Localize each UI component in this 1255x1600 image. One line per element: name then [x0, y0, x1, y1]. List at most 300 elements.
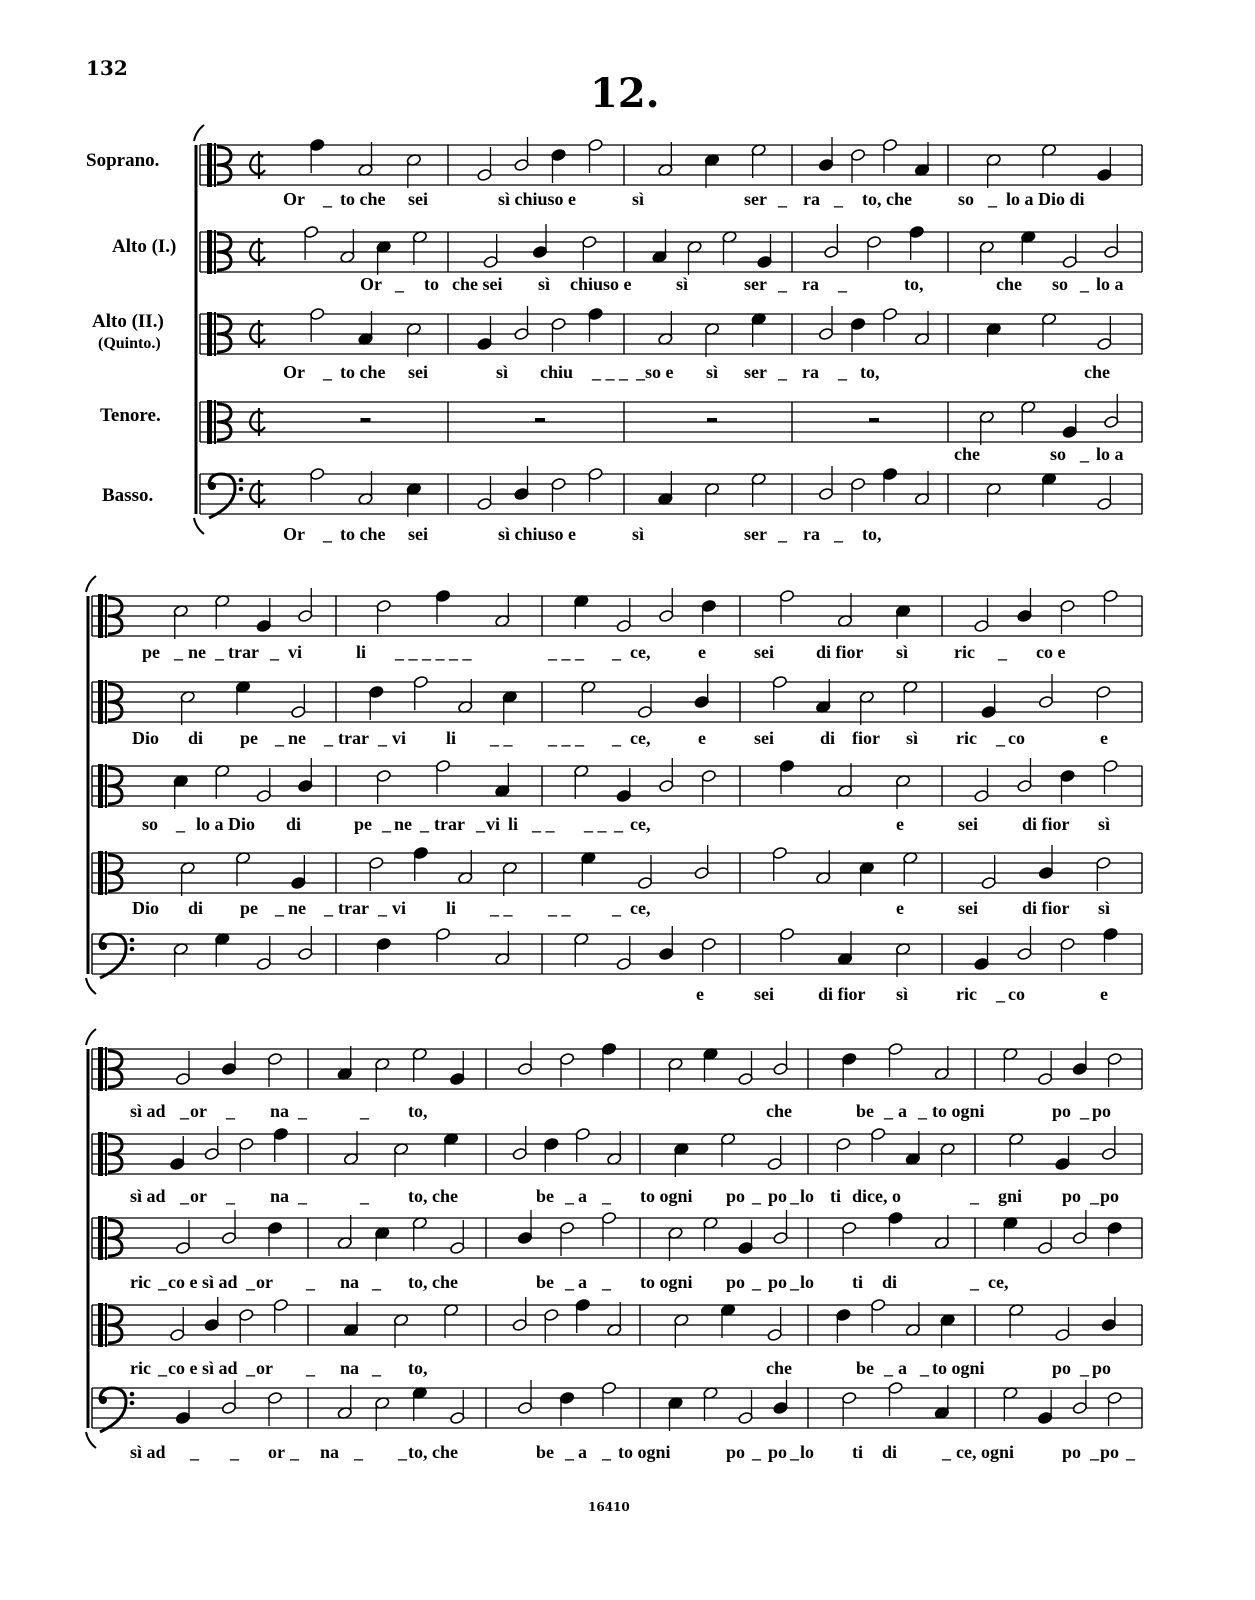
- lyric-syllable: _: [778, 189, 787, 209]
- lyric-syllable: or: [190, 1101, 207, 1121]
- lyric-syllable: lo a Dio: [196, 814, 256, 834]
- lyric-syllable: po: [726, 1272, 746, 1292]
- lyric-syllable: ric: [130, 1272, 151, 1292]
- lyric-syllable: to che: [340, 524, 386, 544]
- lyric-syllable: sì: [1098, 898, 1111, 918]
- lyric-syllable: be: [856, 1101, 874, 1121]
- lyric-syllable: _: [298, 1186, 307, 1206]
- lyric-syllable: to, che: [408, 1272, 458, 1292]
- lyric-syllable: sì: [632, 524, 645, 544]
- lyric-syllable: a: [578, 1442, 587, 1462]
- c-clef-icon: [98, 1216, 103, 1260]
- f-clef-icon: [130, 947, 135, 952]
- lyric-syllable: to, che: [862, 189, 912, 209]
- lyric-syllable: _ _ _: [548, 728, 584, 748]
- system-bracket: [194, 518, 204, 534]
- lyric-syllable: be: [536, 1186, 554, 1206]
- lyric-syllable: di fior: [1022, 898, 1070, 918]
- lyric-syllable: vi: [392, 898, 407, 918]
- lyric-syllable: or: [268, 1442, 285, 1462]
- lyric-syllable: Dio: [132, 898, 159, 918]
- lyric-syllable: to, che: [408, 1442, 458, 1462]
- lyric-syllable: to, che: [408, 1186, 458, 1206]
- lyric-syllable: na: [270, 1186, 290, 1206]
- lyric-syllable: Or: [283, 189, 305, 209]
- f-clef-icon: [100, 934, 126, 978]
- lyric-syllable: e: [1100, 984, 1108, 1004]
- lyric-syllable: _ _ _: [592, 362, 628, 382]
- lyric-syllable: _: [602, 1442, 611, 1462]
- lyric-syllable: ser: [744, 189, 767, 209]
- lyric-syllable: ric: [956, 728, 977, 748]
- lyric-syllable: or: [256, 1358, 273, 1378]
- lyric-syllable: be: [536, 1272, 554, 1292]
- lyric-syllable: _: [372, 1358, 381, 1378]
- lyric-syllable: chiuso e: [570, 274, 632, 294]
- lyric-syllable: ser: [744, 524, 767, 544]
- c-clef-icon: [214, 400, 216, 444]
- rest-icon: [361, 418, 371, 422]
- lyric-syllable: ti: [852, 1442, 863, 1462]
- lyric-syllable: po: [726, 1442, 746, 1462]
- lyric-syllable: sei: [958, 898, 978, 918]
- lyric-syllable: _: [752, 1186, 761, 1206]
- lyric-syllable: _: [372, 1272, 381, 1292]
- system-bracket: [86, 1029, 96, 1045]
- lyric-syllable: _: [988, 189, 997, 209]
- c-clef-icon: [105, 680, 107, 724]
- lyric-syllable: so: [958, 189, 975, 209]
- lyric-syllable: to ogni: [640, 1186, 693, 1206]
- lyric-syllable: gni: [998, 1186, 1023, 1206]
- lyric-syllable: po: [768, 1272, 788, 1292]
- lyric-syllable: _: [323, 362, 332, 382]
- lyric-syllable: li: [446, 728, 457, 748]
- lyric-syllable: _ _: [532, 814, 555, 834]
- lyric-syllable: _: [998, 642, 1007, 662]
- lyric-syllable: che: [1084, 362, 1110, 382]
- lyric-syllable: vi: [486, 814, 501, 834]
- lyric-syllable: to,: [408, 1101, 428, 1121]
- lyric-syllable: _ _: [584, 814, 607, 834]
- lyric-syllable: ra: [802, 274, 819, 294]
- lyric-syllable: _: [996, 728, 1005, 748]
- f-clef-icon: [239, 487, 244, 492]
- lyric-syllable: sei: [754, 984, 774, 1004]
- lyric-syllable: Dio: [132, 728, 159, 748]
- lyric-syllable: ce,: [630, 898, 651, 918]
- lyric-syllable: a: [578, 1186, 587, 1206]
- lyric-syllable: _: [180, 1186, 189, 1206]
- lyric-syllable: _: [323, 189, 332, 209]
- lyric-syllable: _: [790, 1272, 799, 1292]
- system-bracket: [86, 1432, 96, 1448]
- lyric-syllable: _: [565, 1186, 574, 1206]
- c-clef-icon: [105, 1132, 107, 1176]
- c-clef-icon: [214, 312, 216, 356]
- lyric-syllable: ce, ogni: [956, 1442, 1014, 1462]
- c-clef-icon: [105, 1047, 107, 1091]
- lyric-syllable: di: [820, 728, 836, 748]
- lyric-syllable: so: [1050, 444, 1067, 464]
- lyric-syllable: _: [378, 898, 387, 918]
- lyric-syllable: _: [324, 898, 333, 918]
- lyric-syllable: _: [360, 1186, 369, 1206]
- lyric-syllable: co e: [1036, 642, 1066, 662]
- lyric-syllable: _: [275, 728, 284, 748]
- c-clef-icon: [105, 594, 107, 638]
- lyric-syllable: po: [768, 1442, 788, 1462]
- lyric-syllable: trar: [434, 814, 465, 834]
- lyric-syllable: _: [602, 1186, 611, 1206]
- lyric-syllable: sì: [896, 984, 909, 1004]
- lyric-syllable: sei: [408, 189, 428, 209]
- lyric-syllable: _: [565, 1442, 574, 1462]
- lyric-syllable: _: [920, 1358, 929, 1378]
- lyric-syllable: di: [882, 1442, 898, 1462]
- lyric-syllable: _: [778, 362, 787, 382]
- lyric-syllable: sei: [754, 642, 774, 662]
- lyric-syllable: na: [340, 1272, 360, 1292]
- lyric-syllable: pe: [240, 728, 258, 748]
- lyric-syllable: ce,: [630, 814, 651, 834]
- lyric-syllable: po: [1100, 1186, 1120, 1206]
- lyric-syllable: ne: [188, 642, 206, 662]
- lyric-syllable: po: [1100, 1442, 1120, 1462]
- lyric-syllable: _: [275, 898, 284, 918]
- lyric-syllable: _: [1080, 274, 1089, 294]
- lyric-syllable: po: [1062, 1186, 1082, 1206]
- lyric-syllable: sei: [408, 362, 428, 382]
- lyric-syllable: lo a: [1096, 274, 1124, 294]
- lyric-syllable: _: [884, 1358, 893, 1378]
- lyric-syllable: _ _: [490, 898, 513, 918]
- f-clef-icon: [208, 482, 216, 490]
- voice-label-alto-2: Alto (II.): [92, 311, 164, 332]
- voice-label-tenore: Tenore.: [100, 405, 161, 426]
- lyric-syllable: _: [918, 1101, 927, 1121]
- lyric-syllable: sei: [408, 524, 428, 544]
- lyric-syllable: trar: [228, 642, 259, 662]
- lyric-syllable: _: [298, 1101, 307, 1121]
- f-clef-icon: [99, 1396, 107, 1404]
- lyric-syllable: ser: [744, 362, 767, 382]
- lyric-syllable: _: [378, 728, 387, 748]
- lyric-syllable: to che: [340, 362, 386, 382]
- lyric-syllable: _: [1090, 1186, 1099, 1206]
- lyric-syllable: sì chiuso e: [498, 189, 577, 209]
- lyric-syllable: trar: [338, 728, 369, 748]
- lyric-syllable: ser: [744, 274, 767, 294]
- lyric-syllable: to ogni: [618, 1442, 671, 1462]
- lyric-syllable: trar: [338, 898, 369, 918]
- lyric-syllable: _ _ _ _ _ _: [395, 642, 472, 662]
- lyric-syllable: ti: [852, 1272, 863, 1292]
- lyric-syllable: di: [286, 814, 302, 834]
- lyric-syllable: _: [246, 1272, 255, 1292]
- c-clef-icon: [214, 230, 216, 274]
- lyric-syllable: _: [323, 524, 332, 544]
- lyric-syllable: _so e: [636, 362, 674, 382]
- lyric-syllable: _: [614, 814, 623, 834]
- lyric-syllable: sì: [496, 362, 509, 382]
- rest-icon: [869, 418, 879, 422]
- lyric-syllable: _: [838, 274, 847, 294]
- f-clef-icon: [130, 1401, 135, 1406]
- lyric-syllable: sì chiuso e: [498, 524, 577, 544]
- lyric-syllable: _: [306, 1358, 315, 1378]
- lyric-syllable: po: [1092, 1101, 1112, 1121]
- lyric-syllable: po: [768, 1186, 788, 1206]
- lyric-syllable: _: [215, 642, 224, 662]
- lyric-syllable: ra: [803, 189, 820, 209]
- lyric-syllable: _ _: [490, 728, 513, 748]
- lyric-syllable: _: [395, 274, 404, 294]
- lyric-syllable: sì: [906, 728, 919, 748]
- lyric-syllable: _: [996, 984, 1005, 1004]
- lyric-syllable: to,: [860, 362, 880, 382]
- lyric-syllable: li: [446, 898, 457, 918]
- lyric-syllable: sì: [706, 362, 719, 382]
- c-clef-icon: [98, 680, 103, 724]
- lyric-syllable: di fior: [1022, 814, 1070, 834]
- lyric-syllable: or: [190, 1186, 207, 1206]
- lyric-syllable: po: [726, 1186, 746, 1206]
- lyric-syllable: po: [1062, 1442, 1082, 1462]
- voice-label-alto-1: Alto (I.): [112, 236, 177, 257]
- lyric-syllable: li: [508, 814, 519, 834]
- lyric-syllable: to,: [862, 524, 882, 544]
- c-clef-icon: [105, 1216, 107, 1260]
- system-bracket: [86, 576, 96, 592]
- lyric-syllable: vi: [392, 728, 407, 748]
- lyric-syllable: sì ad: [130, 1442, 166, 1462]
- lyric-syllable: ti: [830, 1186, 841, 1206]
- lyric-syllable: sì: [676, 274, 689, 294]
- lyric-syllable: e: [698, 642, 706, 662]
- lyric-syllable: _: [752, 1272, 761, 1292]
- lyric-syllable: pe: [240, 898, 258, 918]
- plate-number: 16410: [588, 1500, 630, 1514]
- lyric-syllable: che: [996, 274, 1022, 294]
- lyric-syllable: na: [270, 1101, 290, 1121]
- lyric-syllable: na: [340, 1358, 360, 1378]
- lyric-syllable: _: [354, 1442, 363, 1462]
- lyric-syllable: di: [188, 898, 204, 918]
- lyric-syllable: _: [398, 1442, 407, 1462]
- lyric-syllable: a: [578, 1272, 587, 1292]
- lyric-syllable: li: [356, 642, 367, 662]
- lyric-syllable: sei: [958, 814, 978, 834]
- lyric-syllable: _: [834, 524, 843, 544]
- lyric-syllable: di fior: [816, 642, 864, 662]
- lyric-syllable: _: [270, 642, 279, 662]
- lyric-syllable: di: [882, 1272, 898, 1292]
- lyric-syllable: e: [1100, 728, 1108, 748]
- c-clef-icon: [207, 400, 212, 444]
- lyric-syllable: _: [778, 274, 787, 294]
- lyric-syllable: lo a: [1096, 444, 1124, 464]
- lyric-syllable: ric: [954, 642, 975, 662]
- lyric-syllable: _: [942, 1442, 951, 1462]
- lyric-syllable: pe: [142, 642, 160, 662]
- lyric-syllable: to,: [904, 274, 924, 294]
- lyric-syllable: _: [158, 1358, 167, 1378]
- lyric-syllable: sì: [538, 274, 551, 294]
- lyric-syllable: _: [1080, 444, 1089, 464]
- lyric-syllable: _: [1126, 1442, 1135, 1462]
- lyric-syllable: _: [158, 1272, 167, 1292]
- f-clef-icon: [100, 1388, 126, 1432]
- lyric-syllable: che: [766, 1358, 792, 1378]
- lyric-syllable: lo: [800, 1272, 815, 1292]
- lyric-syllable: _: [612, 728, 621, 748]
- lyric-syllable: Or: [283, 362, 305, 382]
- c-clef-icon: [105, 851, 107, 895]
- lyric-syllable: na: [320, 1442, 340, 1462]
- lyric-syllable: _: [306, 1272, 315, 1292]
- lyric-syllable: _: [790, 1442, 799, 1462]
- f-clef-icon: [130, 1392, 135, 1397]
- lyric-syllable: _: [324, 728, 333, 748]
- c-clef-icon: [105, 764, 107, 808]
- f-clef-icon: [239, 478, 244, 483]
- lyric-syllable: e: [698, 728, 706, 748]
- lyric-syllable: so: [142, 814, 159, 834]
- lyric-syllable: ce,: [630, 728, 651, 748]
- lyric-syllable: chiu: [540, 362, 574, 382]
- c-clef-icon: [105, 1303, 107, 1347]
- lyric-syllable: a: [898, 1101, 907, 1121]
- lyric-syllable: to: [424, 274, 439, 294]
- lyric-syllable: che: [954, 444, 980, 464]
- lyric-syllable: _: [246, 1358, 255, 1378]
- lyric-syllable: _: [190, 1442, 199, 1462]
- lyric-syllable: to ogni: [932, 1358, 985, 1378]
- lyric-syllable: _: [612, 898, 621, 918]
- lyric-syllable: lo: [800, 1186, 815, 1206]
- lyric-syllable: sei: [754, 728, 774, 748]
- lyric-syllable: po: [1092, 1358, 1112, 1378]
- lyric-syllable: or: [256, 1272, 273, 1292]
- lyric-syllable: _: [884, 1101, 893, 1121]
- f-clef-icon: [99, 942, 107, 950]
- lyric-syllable: ra: [802, 362, 819, 382]
- lyric-syllable: _: [565, 1272, 574, 1292]
- lyric-syllable: to che: [340, 189, 386, 209]
- lyric-syllable: so: [1052, 274, 1069, 294]
- lyric-syllable: fior: [852, 728, 880, 748]
- lyric-syllable: _: [382, 814, 391, 834]
- lyric-syllable: e: [896, 898, 904, 918]
- lyric-syllable: to ogni: [640, 1272, 693, 1292]
- lyric-syllable: ne: [394, 814, 412, 834]
- lyric-syllable: po: [1052, 1101, 1072, 1121]
- c-clef-icon: [98, 851, 103, 895]
- lyric-syllable: _: [1080, 1101, 1089, 1121]
- lyric-syllable: _: [226, 1186, 235, 1206]
- lyric-syllable: _: [790, 1186, 799, 1206]
- c-clef-icon: [214, 143, 216, 187]
- lyric-syllable: sì: [632, 189, 645, 209]
- lyric-syllable: _: [970, 1186, 979, 1206]
- lyric-syllable: _: [602, 1272, 611, 1292]
- lyric-syllable: Or: [360, 274, 382, 294]
- c-clef-icon: [98, 1132, 103, 1176]
- lyric-syllable: _: [970, 1272, 979, 1292]
- lyric-syllable: co e sì ad: [168, 1272, 238, 1292]
- lyric-syllable: _: [226, 1101, 235, 1121]
- lyric-syllable: sì ad: [130, 1186, 166, 1206]
- lyric-syllable: _ _: [548, 898, 571, 918]
- lyric-syllable: co: [1008, 728, 1025, 748]
- lyric-syllable: ra: [803, 524, 820, 544]
- rest-icon: [535, 418, 545, 422]
- lyric-syllable: sì ad: [130, 1101, 166, 1121]
- system-bracket: [86, 978, 96, 994]
- c-clef-icon: [98, 764, 103, 808]
- lyric-syllable: _: [612, 642, 621, 662]
- lyric-syllable: _: [174, 642, 183, 662]
- lyric-syllable: di: [188, 728, 204, 748]
- lyric-syllable: pe: [354, 814, 372, 834]
- c-clef-icon: [98, 1047, 103, 1091]
- c-clef-icon: [98, 1303, 103, 1347]
- lyric-syllable: to ogni: [932, 1101, 985, 1121]
- system-bracket: [194, 125, 204, 141]
- lyric-syllable: _: [1080, 1358, 1089, 1378]
- lyric-syllable: dice, o: [852, 1186, 901, 1206]
- lyric-syllable: _: [176, 814, 185, 834]
- voice-sublabel-quinto: (Quinto.): [98, 335, 161, 352]
- lyric-syllable: e: [896, 814, 904, 834]
- lyric-syllable: lo a Dio di: [1006, 189, 1085, 209]
- lyric-syllable: ne: [288, 898, 306, 918]
- lyric-syllable: ric: [130, 1358, 151, 1378]
- lyric-syllable: sì: [896, 642, 909, 662]
- c-clef-icon: [207, 143, 212, 187]
- lyric-syllable: _: [778, 524, 787, 544]
- lyric-syllable: che: [766, 1101, 792, 1121]
- lyric-syllable: to,: [408, 1358, 428, 1378]
- piece-number: 12.: [590, 70, 660, 117]
- page-number: 132: [86, 56, 128, 80]
- lyric-syllable: ce,: [630, 642, 651, 662]
- lyric-syllable: _: [838, 362, 847, 382]
- lyric-syllable: _: [420, 814, 429, 834]
- lyric-syllable: po: [1052, 1358, 1072, 1378]
- lyric-syllable: be: [536, 1442, 554, 1462]
- voice-label-soprano: Soprano.: [86, 150, 160, 171]
- f-clef-icon: [209, 474, 235, 518]
- lyric-syllable: vi: [288, 642, 303, 662]
- lyric-syllable: _: [290, 1442, 299, 1462]
- lyric-syllable: e: [696, 984, 704, 1004]
- lyric-syllable: co e sì ad: [168, 1358, 238, 1378]
- lyric-syllable: ric: [956, 984, 977, 1004]
- lyric-syllable: be: [856, 1358, 874, 1378]
- lyric-syllable: Or: [283, 524, 305, 544]
- f-clef-icon: [130, 938, 135, 943]
- voice-label-basso: Basso.: [102, 485, 154, 506]
- lyric-syllable: sì: [1098, 814, 1111, 834]
- lyric-syllable: _: [230, 1442, 239, 1462]
- rest-icon: [707, 418, 717, 422]
- lyric-syllable: _: [834, 189, 843, 209]
- c-clef-icon: [98, 594, 103, 638]
- c-clef-icon: [207, 312, 212, 356]
- lyric-syllable: _: [1090, 1442, 1099, 1462]
